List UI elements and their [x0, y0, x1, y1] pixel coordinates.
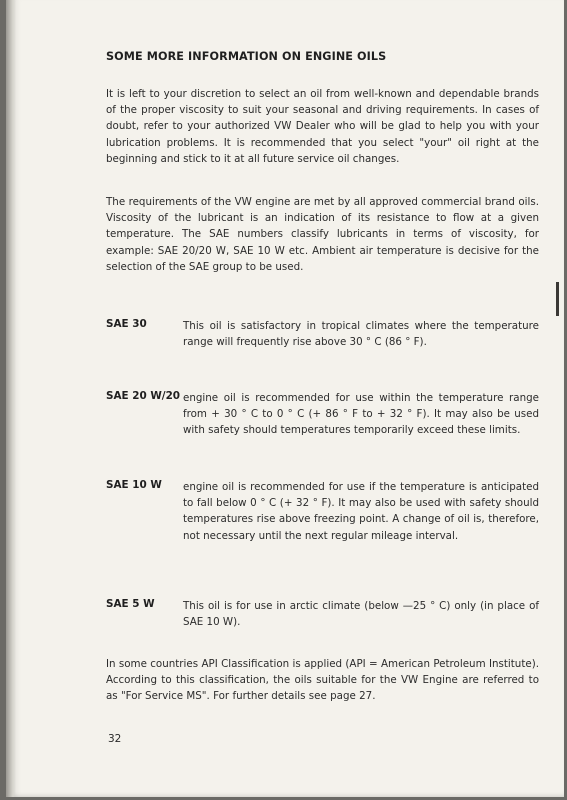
grade-text-sae-5w: This oil is for use in arctic climate (below —25 ° C) only (in place of SAE 10 W). — [183, 600, 539, 629]
intro-paragraph: It is left to your discretion to select an oil from well-known and dependable brands of the proper viscosity to suit your seasonal and driving requirements. In cases of doubt, refer to your authorized VW Dealer who will be glad to help you with your lubrication problems. It is recommended that you select "your" oil right at the beginning and stick to it at all future service oil changes. — [106, 88, 539, 165]
grade-text-sae-20w20: engine oil is recommended for use within the temperature range from + 30 ° C to 0 ° C (+ 86 ° F to + 32 ° F). It may also be used with safety should temperatures temporarily exceed these limits. — [183, 392, 539, 437]
grade-text-sae-30: This oil is satisfactory in tropical climates where the temperature range will frequently rise above 30 ° C (86 ° F). — [183, 320, 539, 349]
manual-page — [6, 0, 564, 797]
section-heading: SOME MORE INFORMATION ON ENGINE OILS — [106, 50, 387, 63]
grade-label-sae-30: SAE 30 — [106, 318, 147, 330]
api-paragraph: In some countries API Classification is applied (API = American Petroleum Institute). According to this classification, the oils suitable for the VW Engine are referred to as "For Service MS". For further details see page 27. — [106, 658, 539, 703]
grade-label-sae-20w20: SAE 20 W/20 — [106, 390, 181, 402]
grade-label-sae-10w: SAE 10 W — [106, 479, 162, 491]
page-binding-shadow — [6, 0, 16, 797]
page-number: 32 — [108, 733, 122, 745]
requirements-paragraph: The requirements of the VW engine are met by all approved commercial brand oils. Viscosity of the lubricant is an indication of its resistance to flow at a given temperature. The SAE numbers classify lubricants in terms of viscosity, for example: SAE 20/20 W, SAE 10 W etc. Ambient air temperature is decisive for the selection of the SAE group to be used. — [106, 196, 539, 273]
page-edge-mark — [556, 282, 559, 316]
grade-label-sae-5w: SAE 5 W — [106, 598, 155, 610]
grade-text-sae-10w: engine oil is recommended for use if the temperature is anticipated to fall below 0 ° C (+ 32 ° F). It may also be used with safety should temperatures rise above freezing point. A change of oil is, therefore, not necessary until the next regular mileage interval. — [183, 481, 539, 542]
